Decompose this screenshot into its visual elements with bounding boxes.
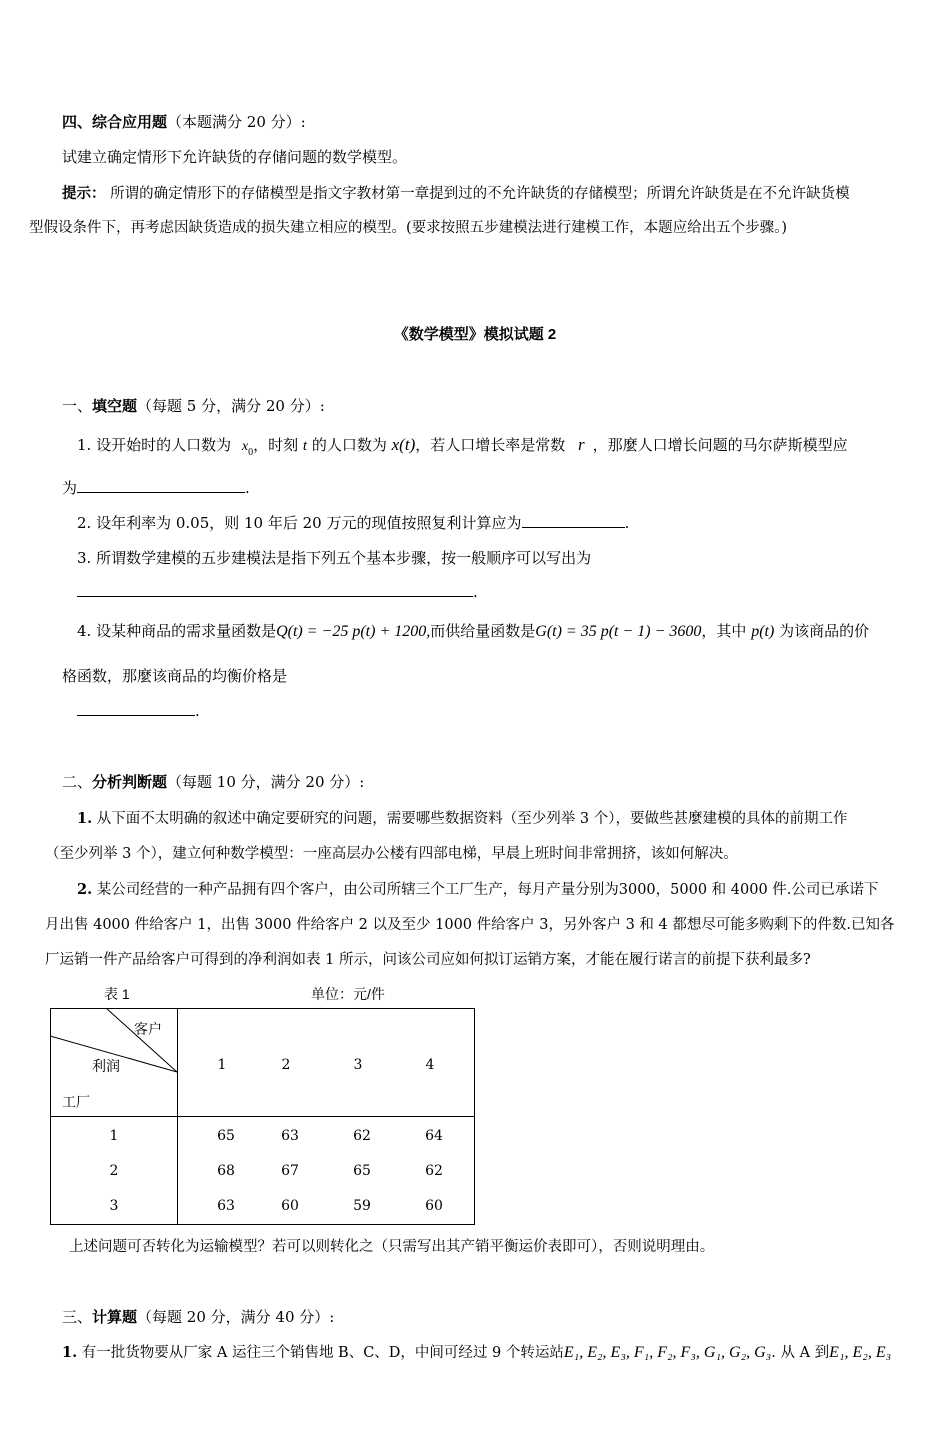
q1-text-b: ，时刻 xyxy=(253,436,299,454)
q4-answer-blank[interactable] xyxy=(77,701,195,716)
q4-pt: p(t) xyxy=(751,623,775,640)
table-header-separator xyxy=(50,1116,475,1117)
q1-text-f: 为 xyxy=(62,479,78,497)
part1-q1-line2 xyxy=(62,477,250,498)
q4-text-b: 而供给量函数是 xyxy=(430,622,536,640)
table-cell: 64 xyxy=(425,1128,443,1144)
table-cell: 59 xyxy=(353,1198,371,1214)
part2-heading: 分析判断题 xyxy=(92,773,168,791)
section4-heading: 四、综合应用题 xyxy=(62,113,168,131)
q1-text-c: 的人口数为 xyxy=(311,436,387,454)
section4-hint-line2: 型假设条件下，再考虑因缺货造成的损失建立相应的模型。(要求按照五步建模法进行建模工作，本题应给出五个步骤。) xyxy=(29,220,788,236)
q1-x0 xyxy=(241,439,254,458)
q3-answer-blank[interactable] xyxy=(77,582,473,597)
part1-q4-blank-line xyxy=(77,701,200,720)
part3-heading-line xyxy=(62,1306,334,1327)
part2-q2-num: 2. xyxy=(77,881,93,898)
part1-q3-blank-line xyxy=(77,582,478,601)
part2-q1-num: 1. xyxy=(77,810,93,827)
part1-q3: 3. 所谓数学建模的五步建模法是指下列五个基本步骤，按一般顺序可以写出为 xyxy=(77,549,592,567)
part2-q1-line2: （至少列举 3 个），建立何种数学模型：一座高层办公楼有四部电梯，早晨上班时间非常拥挤，该如何解决。 xyxy=(45,846,738,862)
part2-q1-text1: 从下面不太明确的叙述中确定要研究的问题，需要哪些数据资料（至少列举 3 个），要做些甚麼建模的具体的前期工作 xyxy=(96,811,848,827)
part3-q1-line1 xyxy=(62,1341,891,1362)
table-cell: 62 xyxy=(353,1128,371,1144)
table-unit: 单位：元/件 xyxy=(311,986,385,1002)
hint-label: 提示： xyxy=(62,185,106,202)
q1-text-a: 1. 设开始时的人口数为 xyxy=(77,436,232,454)
table-cell: 62 xyxy=(425,1163,443,1179)
table-corner-profit: 利润 xyxy=(92,1059,120,1075)
table-header-customer: 1 xyxy=(217,1057,227,1073)
table-cell: 67 xyxy=(281,1163,299,1179)
q3-end: . xyxy=(473,583,478,601)
table-cell: 65 xyxy=(217,1128,235,1144)
q2-answer-blank[interactable] xyxy=(522,513,625,528)
table-cell: 60 xyxy=(425,1198,443,1214)
q1-r: r xyxy=(578,435,585,454)
part1-q4-line2: 格函数，那麼该商品的均衡价格是 xyxy=(62,667,288,685)
q4-text-c: ，其中 xyxy=(701,622,747,640)
table-row-factory: 3 xyxy=(109,1198,119,1214)
part3-q1-stations: E₁, E₂, E₃, F₁, F₂, F₃, G₁, G₂, G₃ xyxy=(563,1344,772,1361)
part3-heading-note: （每题 20 分，满分 40 分）: xyxy=(137,1308,335,1326)
q1-end: . xyxy=(245,479,250,497)
q4-supply-function: G(t) = 35 p(t − 1) − 3600 xyxy=(535,623,702,640)
part3-heading: 计算题 xyxy=(92,1308,138,1326)
part1-q2 xyxy=(77,512,629,533)
q4-text-d: 为该商品的价 xyxy=(779,622,870,640)
table-cell: 65 xyxy=(353,1163,371,1179)
q1-t: t xyxy=(302,438,308,454)
q1-answer-blank[interactable] xyxy=(77,478,245,493)
section4-heading-line xyxy=(62,111,306,132)
part2-q2-text1: 某公司经营的一种产品拥有四个客户，由公司所辖三个工厂生产，每月产量分别为3000，5000 和 4000 件.公司已承诺下 xyxy=(96,882,879,898)
q2-end: . xyxy=(624,514,630,532)
table-row-factory: 2 xyxy=(109,1163,119,1179)
table-caption: 表 1 xyxy=(104,986,130,1002)
table-cell: 68 xyxy=(217,1163,235,1179)
part2-q2-line2: 月出售 4000 件给客户 1，出售 3000 件给客户 2 以及至少 1000 件给客户 3，另外客户 3 和 4 都想尽可能多购剩下的件数.已知各 xyxy=(45,917,895,933)
part3-q1-text: 有一批货物要从厂家 A 运往三个销售地 B、C、D，中间可经过 9 个转运站 xyxy=(81,1345,564,1361)
q1-xt: x(t) xyxy=(391,435,416,454)
q4-demand-function: Q(t) = −25 p(t) + 1200, xyxy=(276,623,431,640)
table-cell: 63 xyxy=(281,1128,299,1144)
part1-heading-prefix: 一、 xyxy=(62,397,93,415)
part2-heading-line xyxy=(62,771,364,792)
section4-hint-line1 xyxy=(62,182,850,203)
q1-x0-base: x xyxy=(241,439,249,454)
part1-q1-line1 xyxy=(77,434,848,458)
hint-text-1: 所谓的确定情形下的存储模型是指文字教材第一章提到过的不允许缺货的存储模型；所谓允许缺货是在不允许缺货模 xyxy=(110,186,850,202)
part2-q1-line1 xyxy=(77,807,847,828)
part3-q1-stations2: E₁, E₂, E₃ xyxy=(829,1344,892,1361)
table-header-customer: 3 xyxy=(353,1057,363,1073)
part2-q2-line1 xyxy=(77,878,878,899)
part3-heading-prefix: 三、 xyxy=(62,1308,93,1326)
part3-q1-text2: . 从 A 到 xyxy=(771,1345,830,1361)
part2-q2-line3: 厂运销一件产品给客户可得到的净利润如表 1 所示，问该公司应如何拟订运销方案，才能在履行诺言的前提下获利最多? xyxy=(45,952,811,968)
part1-heading-line xyxy=(62,395,325,416)
q1-x0-sub: 0 xyxy=(248,447,254,458)
table-corner-factory: 工厂 xyxy=(62,1095,90,1111)
section4-heading-note: （本题满分 20 分）: xyxy=(167,113,306,131)
exam-title: 《数学模型》模拟试题 2 xyxy=(393,326,557,343)
q4-text-a: 4. 设某种商品的需求量函数是 xyxy=(77,622,277,640)
table-cell: 60 xyxy=(281,1198,299,1214)
q1-text-e: ，那麼人口增长问题的马尔萨斯模型应 xyxy=(592,436,848,454)
section4-question: 试建立确定情形下允许缺货的存储问题的数学模型。 xyxy=(62,148,408,166)
q2-text: 2. 设年利率为 0.05，则 10 年后 20 万元的现值按照复利计算应为 xyxy=(77,514,522,532)
part3-q1-num: 1. xyxy=(62,1344,78,1361)
part1-heading-note: （每题 5 分，满分 20 分）: xyxy=(137,397,325,415)
part1-heading: 填空题 xyxy=(92,397,138,415)
table-corner-customer: 客户 xyxy=(134,1022,162,1038)
table-cell: 63 xyxy=(217,1198,235,1214)
part2-after-table: 上述问题可否转化为运输模型？若可以则转化之（只需写出其产销平衡运价表即可），否则说明理由。 xyxy=(69,1239,715,1255)
part1-q4-line1 xyxy=(77,620,869,641)
q4-end: . xyxy=(195,702,200,720)
table-header-customer: 2 xyxy=(281,1057,291,1073)
q1-text-d: ，若人口增长率是常数 xyxy=(415,436,566,454)
table-row-factory: 1 xyxy=(109,1128,119,1144)
part2-heading-prefix: 二、 xyxy=(62,773,93,791)
table-header-customer: 4 xyxy=(425,1057,435,1073)
part2-heading-note: （每题 10 分，满分 20 分）: xyxy=(167,773,365,791)
